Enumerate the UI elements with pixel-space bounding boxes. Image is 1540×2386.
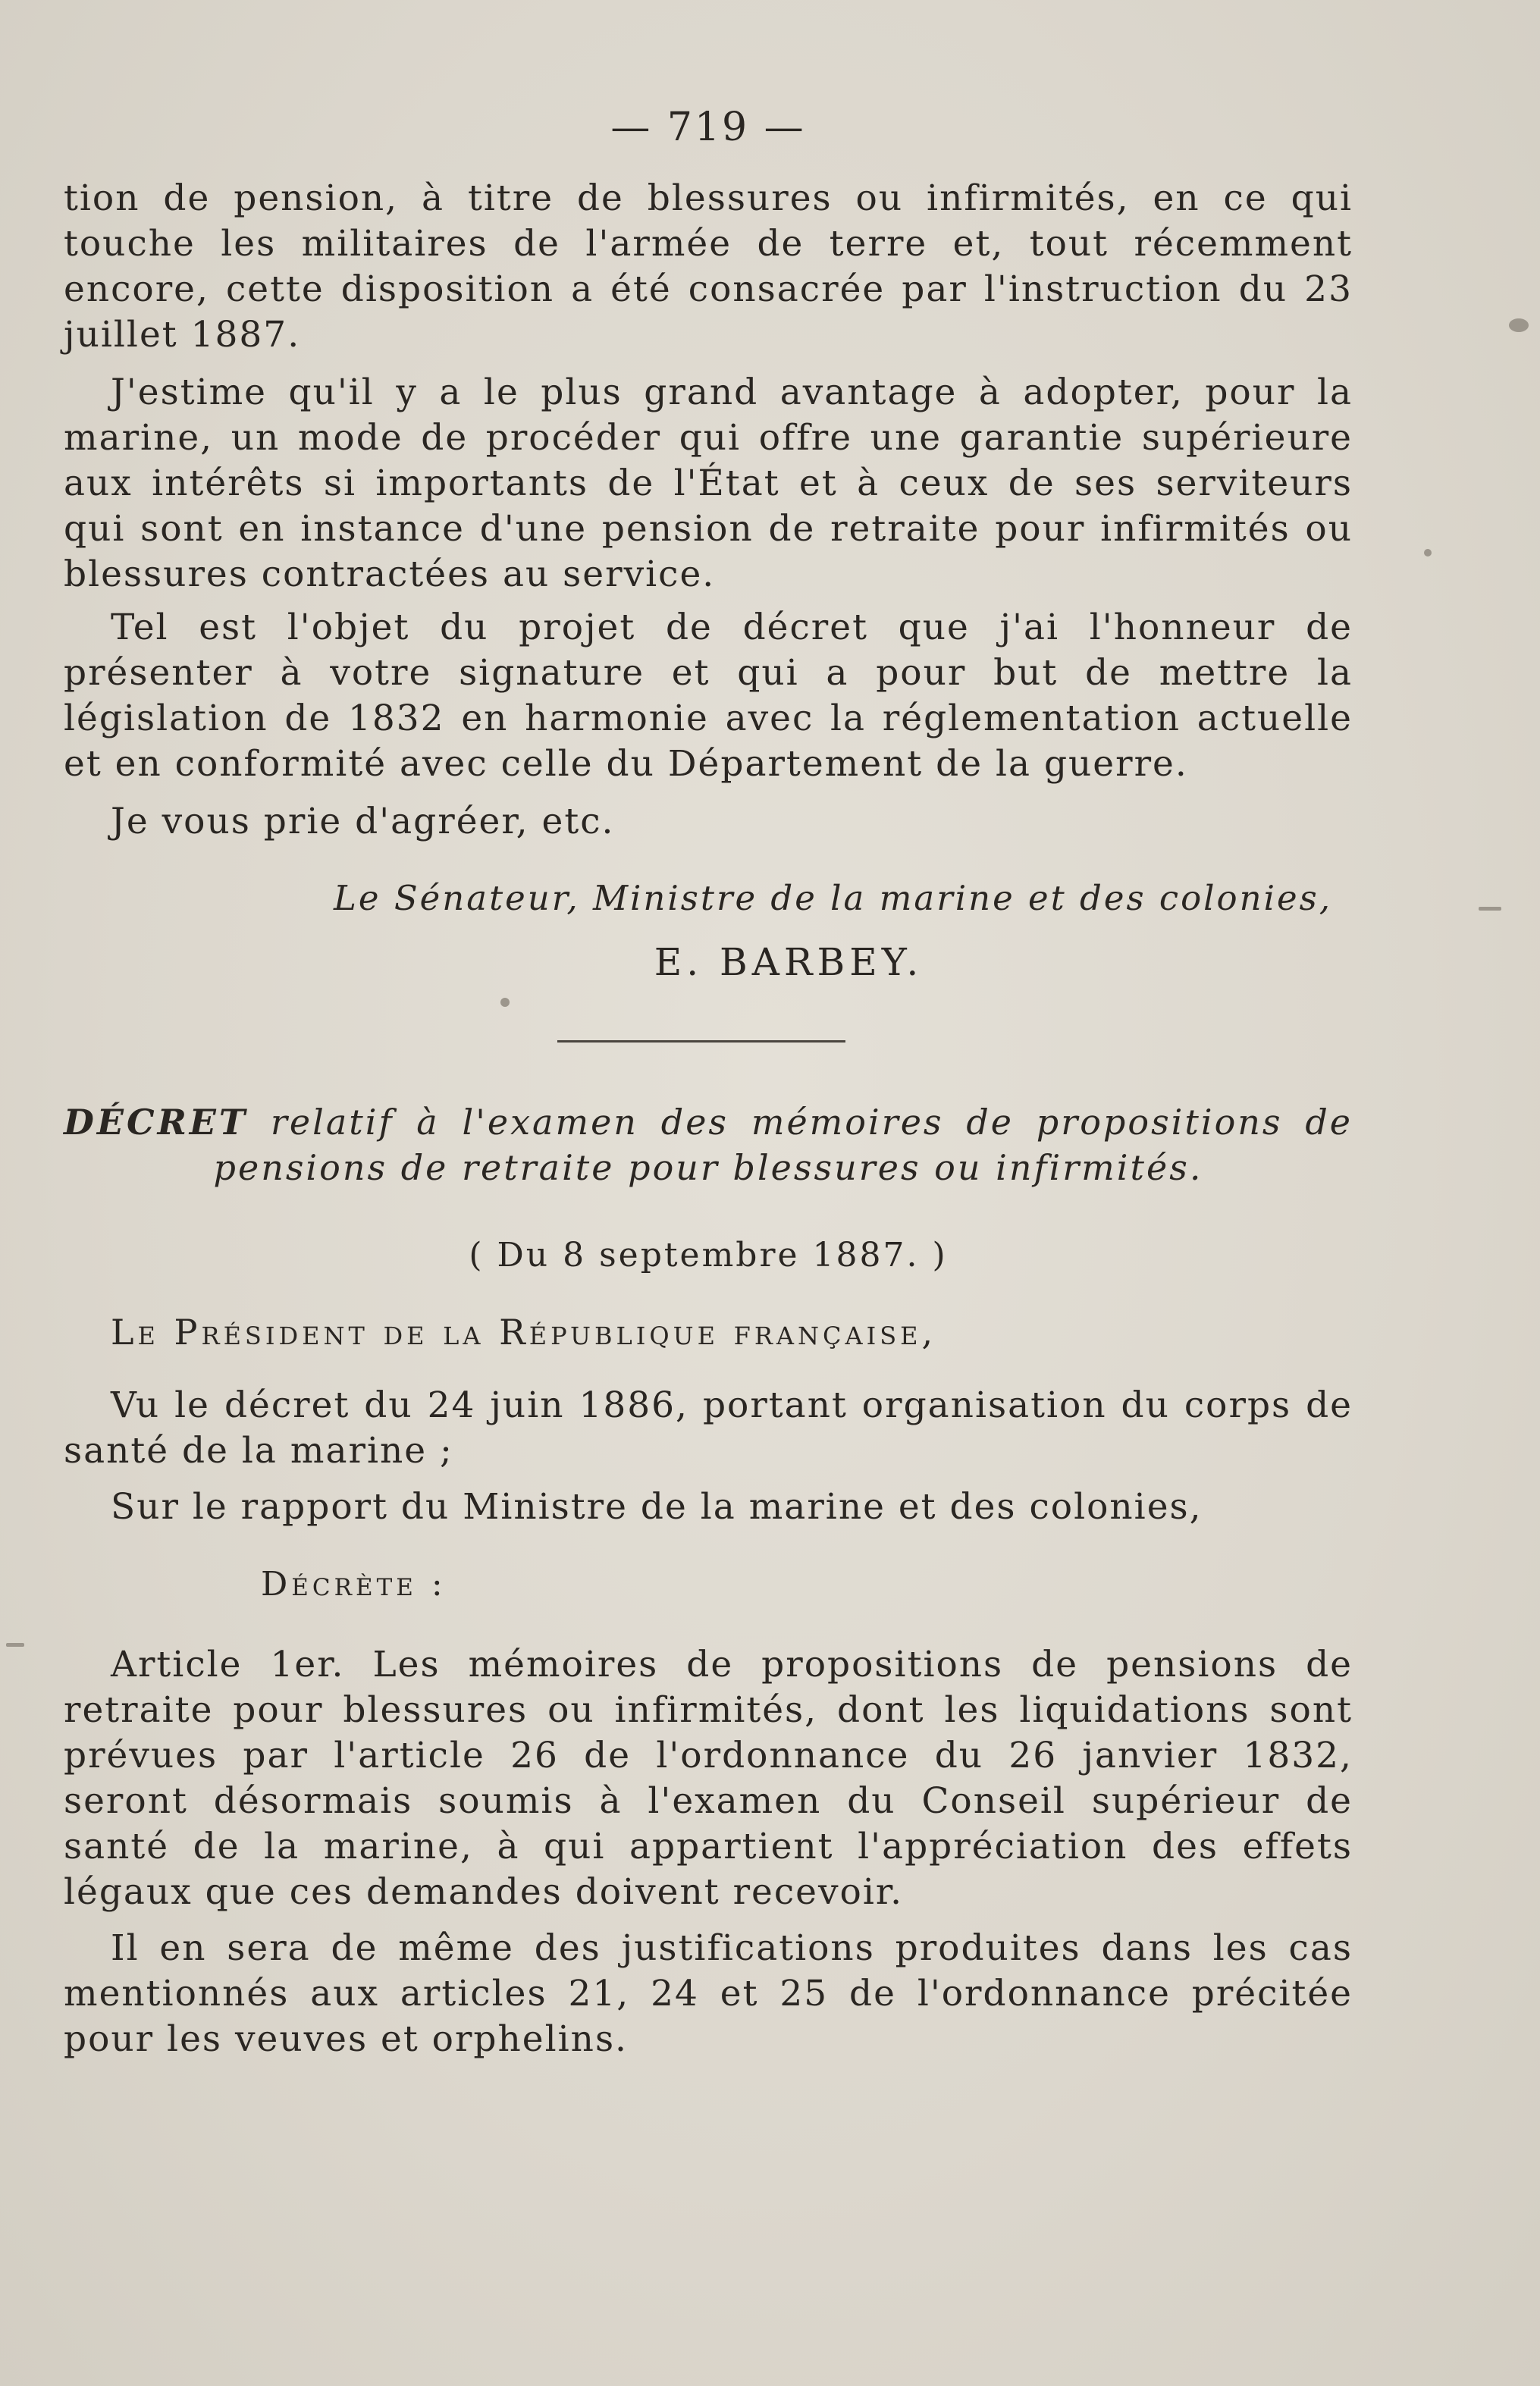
article-1: Article 1er. Les mémoires de propositions de pensions de retraite pour blessures ou infirmités, dont les liquidations sont prévues par l'article 26 de l'ordonnance du 26 janvier 1832, seront désormais soumis à l'examen du Conseil supérieur de santé de la marine, à qui appartient l'appréciation des effets légaux que ces demandes doivent recevoir. xyxy=(64,1644,1353,1913)
scan-speck xyxy=(500,998,510,1007)
paragraph-continuation: tion de pension, à titre de blessures ou infirmités, en ce qui touche les militaires de l'armée de terre et, tout récemment encore, cette disposition a été consacrée par l'instruction du 23 juillet 1887. xyxy=(64,177,1353,356)
vu-clause: Vu le décret du 24 juin 1886, portant organisation du corps de santé de la marine ; xyxy=(64,1384,1353,1472)
closing-formula: Je vous prie d'agréer, etc. xyxy=(111,801,615,842)
scan-speck xyxy=(6,1643,24,1647)
scan-speck xyxy=(1479,907,1501,911)
decree-title-rest: relatif à l'examen des mémoires de propositions de pensions de retraite pour blessures ou infirmités. xyxy=(213,1102,1353,1188)
paragraph-advantage: J'estime qu'il y a le plus grand avantage à adopter, pour la marine, un mode de procéder qui offre une garantie supérieure aux intérêts si importants de l'État et à ceux de ses serviteurs qui sont en instance d'une pension de retraite pour infirmités ou blessures contractées au service. xyxy=(64,372,1353,595)
article-1-continuation: Il en sera de même des justifications produites dans les cas mentionnés aux articles 21, 24 et 25 de l'ordonnance précitée pour les veuves et orphelins. xyxy=(64,1927,1353,2060)
decree-title-lead: DÉCRET xyxy=(64,1102,249,1143)
scan-speck xyxy=(1424,549,1432,557)
section-divider xyxy=(557,1040,845,1043)
decree-title xyxy=(64,1099,1353,1190)
sur-clause: Sur le rapport du Ministre de la marine et des colonies, xyxy=(111,1486,1203,1528)
paragraph-object: Tel est l'objet du projet de décret que j'ai l'honneur de présenter à votre signature et qui a pour but de mettre la législation de 1832 en harmonie avec la réglementation actuelle et en conformité avec celle du Département de la guerre. xyxy=(64,607,1353,785)
scan-speck xyxy=(1509,318,1529,332)
president-heading: Le Président de la République française, xyxy=(111,1312,937,1353)
signatory-name: E. BARBEY. xyxy=(654,940,924,984)
signatory-title: Le Sénateur, Ministre de la marine et des colonies, xyxy=(334,878,1333,918)
page-number: — 719 — xyxy=(610,105,806,150)
decrete-label: Décrète : xyxy=(261,1565,447,1604)
decree-date: ( Du 8 septembre 1887. ) xyxy=(469,1236,948,1275)
